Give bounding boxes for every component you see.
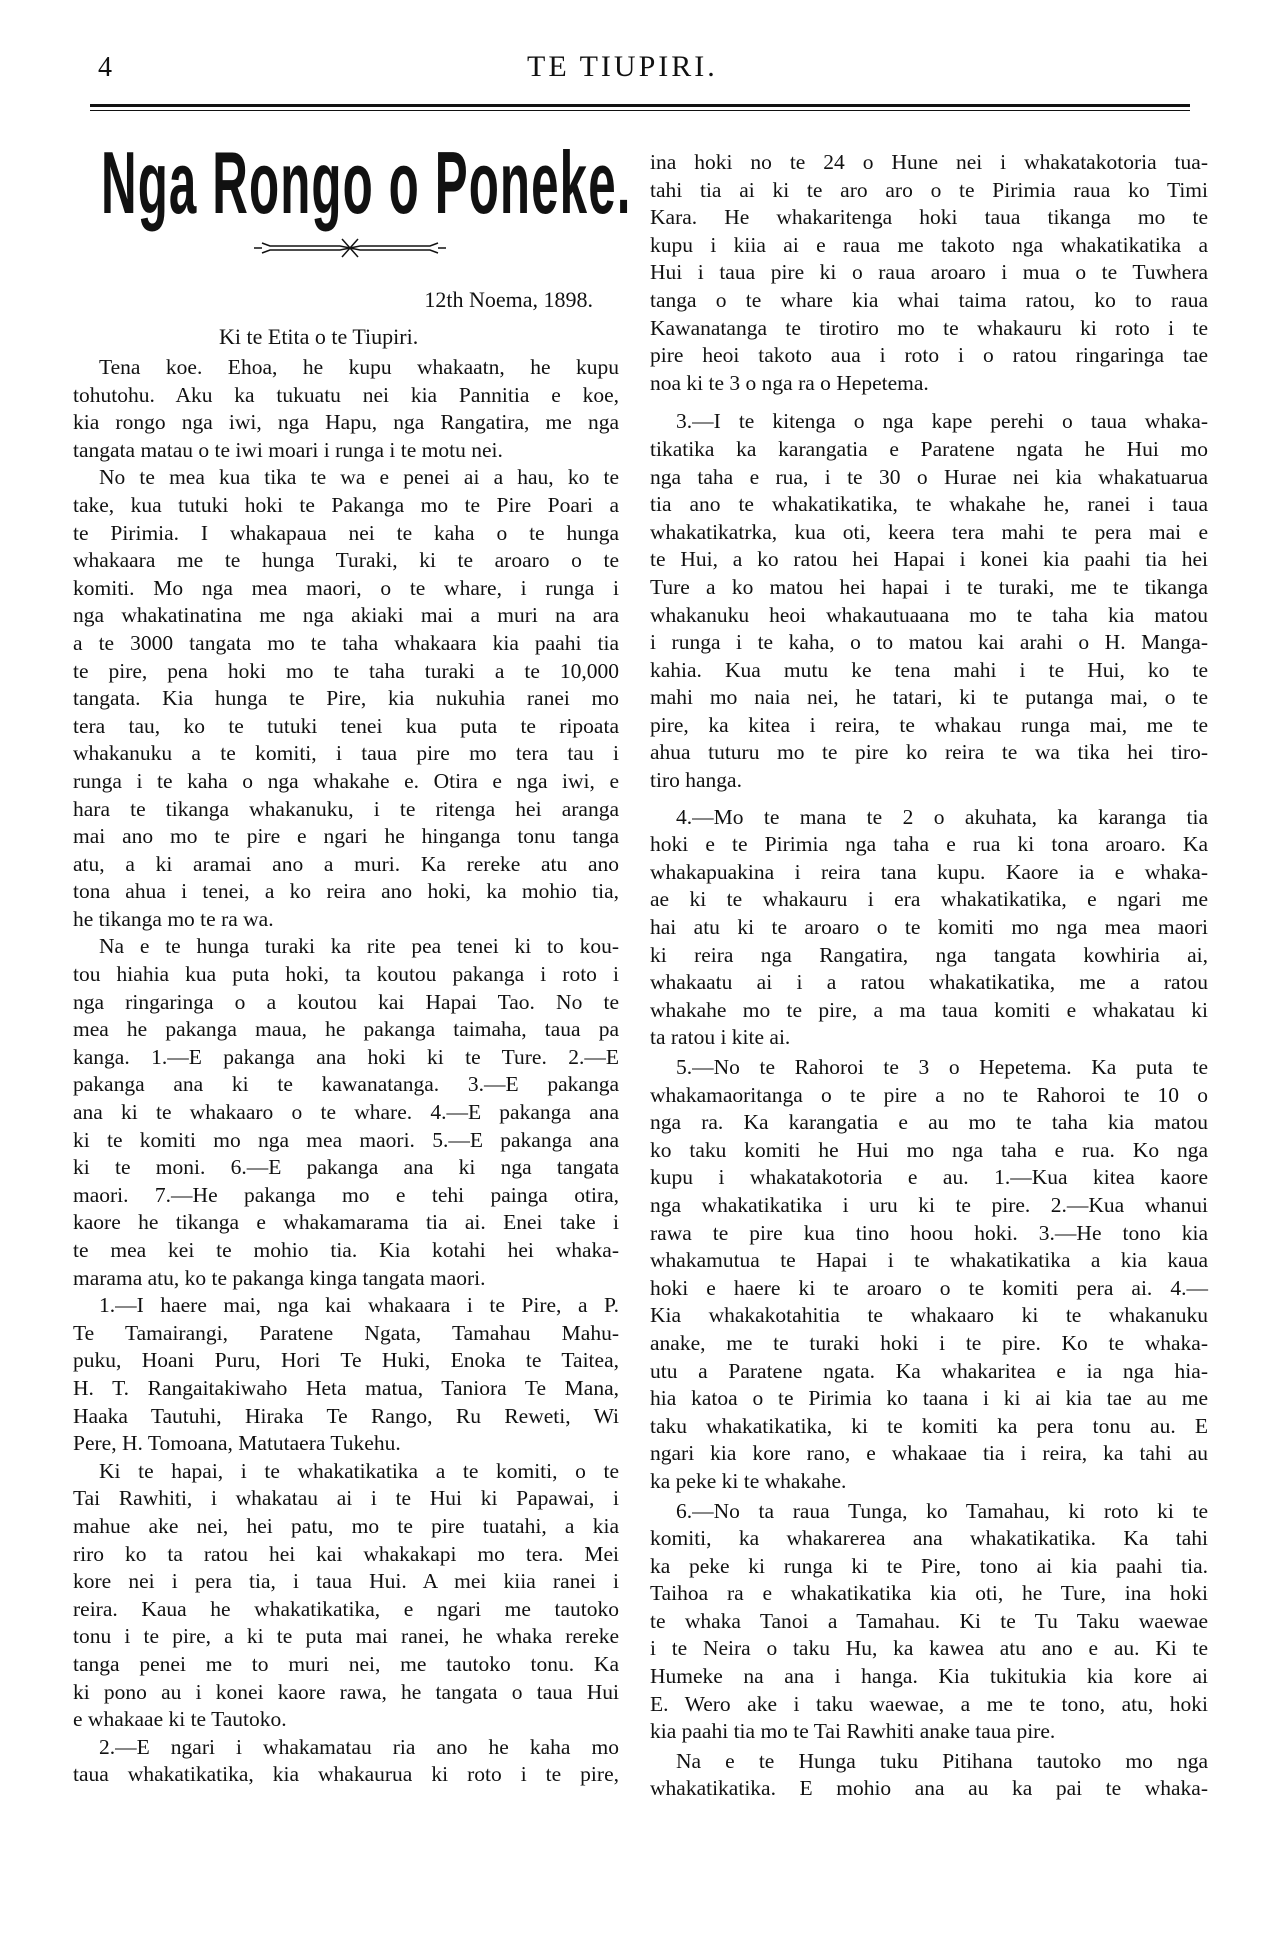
text-line: tangata. Kia hunga te Pire, kia nukuhia ranei mo <box>73 686 619 711</box>
text-line: komiti. Mo nga mea maori, o te whare, i runga i <box>73 575 619 600</box>
text-line: ngari kia kore rano, e whakaae tia i reira, ka tahi au <box>650 1441 1208 1466</box>
text-line: hoki e haere ki te aroaro o te komiti pera ai. 4.— <box>650 1275 1208 1300</box>
text-line: kupu i whakatakotoria e au. 1.—Kua kitea kaore <box>650 1165 1208 1190</box>
header-double-rule-thin <box>90 110 1190 111</box>
text-line: No te mea kua tika te wa e penei ai a hau, ko te <box>99 465 619 490</box>
text-line: i runga i te kaha, o to matou kai arahi o H. Manga- <box>650 630 1208 655</box>
text-line: whakaatu ai i a ratou whakatikatika, me a ratou <box>650 970 1208 995</box>
text-line: 1.—I haere mai, nga kai whakaara i te Pire, a P. <box>99 1293 619 1318</box>
text-line: tonu i te pire, a ki te puta mai ranei, he whaka rereke <box>73 1624 619 1649</box>
text-line: he tikanga mo te ra wa. <box>73 906 274 931</box>
paragraph <box>650 804 1208 1052</box>
text-line: Pere, H. Tomoana, Matutaera Tukehu. <box>73 1431 401 1456</box>
text-line: whakaara me te hunga Turaki, ki te aroaro o te <box>73 548 619 573</box>
text-line: tanga o te whare kia whai taima ratou, ko to raua <box>650 287 1208 312</box>
text-line: ka peke ki te whakahe. <box>650 1468 847 1493</box>
text-line: Tai Rawhiti, i whakatau ai i te Hui ki Papawai, i <box>73 1486 619 1511</box>
text-line: kanga. 1.—E pakanga ana hoki ki te Ture. 2.—E <box>73 1044 619 1069</box>
ornamental-divider-icon <box>250 236 450 265</box>
text-line: kahia. Kua mutu ke tena mahi i te Hui, ko te <box>650 657 1208 682</box>
text-line: atu, a ki aramai ano a muri. Ka rereke atu ano <box>73 851 619 876</box>
text-line: take, kua tutuki hoki te Pakanga mo te Pire Poari a <box>73 492 619 517</box>
newspaper-running-title: TE TIUPIRI. <box>527 50 718 83</box>
text-line: kia rongo nga iwi, nga Hapu, nga Rangatira, me nga <box>73 410 619 435</box>
article-headline: Nga Rongo o Poneke. <box>101 133 632 232</box>
text-line: whakahe mo te pire, a ma taua komiti e whakatau ki <box>650 997 1208 1022</box>
text-line: pakanga ana ki te kawanatanga. 3.—E pakanga <box>73 1072 619 1097</box>
text-line: whakanuku heoi whakautuaana mo te taha kia matou <box>650 602 1208 627</box>
text-line: komiti, ka whakarerea ana whakatikatika. Ka tahi <box>650 1526 1208 1551</box>
text-line: Humeke na ana i hanga. Kia tukitukia kia kore ai <box>650 1664 1208 1689</box>
right-column <box>650 149 1208 1803</box>
text-line: 2.—E ngari i whakamatau ria ano he kaha mo <box>99 1734 619 1759</box>
text-line: te Pirimia. I whakapaua nei te kaha o te hunga <box>73 520 619 545</box>
text-line: Tena koe. Ehoa, he kupu whakaatn, he kupu <box>99 355 619 379</box>
text-line: marama atu, ko te pakanga kinga tangata maori. <box>73 1265 486 1290</box>
text-line: taku whakatikatika, ki te komiti ka pera tonu au. E <box>650 1413 1208 1438</box>
text-line: whakapuakina i reira tana kupu. Kaore ia e whaka- <box>650 859 1208 884</box>
page-number: 4 <box>98 52 112 83</box>
text-line: H. T. Rangaitakiwaho Heta matua, Taniora Te Mana, <box>73 1375 619 1400</box>
text-line: e whakaae ki te Tautoko. <box>73 1707 287 1732</box>
text-line: anake, me te turaki hoki i te pire. Ko te whaka- <box>650 1330 1208 1355</box>
text-line: hara te tikanga whakanuku, i te ritenga hei aranga <box>73 796 619 821</box>
text-line: Na e te hunga turaki ka rite pea tenei ki to kou- <box>99 934 619 959</box>
text-line: nga taha e rua, i te 30 o Hurae nei kia whakatuarua <box>650 464 1208 489</box>
text-line: ana ki te whakaaro o te whare. 4.—E pakanga ana <box>73 1100 619 1125</box>
text-line: ki reira nga Rangatira, nga tangata kowhiria ai, <box>650 942 1208 967</box>
text-line: mai ano mo te pire e ngari he hinganga tonu tanga <box>73 824 619 849</box>
text-line: whakanuku a te komiti, i taua pire mo tera tau i <box>73 741 619 766</box>
paragraph <box>650 408 1208 794</box>
text-line: whakamutua te Hapai i te whakatikatika a kia kaua <box>650 1248 1208 1273</box>
header-double-rule-thick <box>90 104 1190 107</box>
text-line: reira. Kaua he whakatikatika, e ngari me tautoko <box>73 1596 619 1621</box>
text-line: E. Wero ake i taku waewae, a me te tono, atu, hoki <box>650 1691 1208 1716</box>
text-line: 3.—I te kitenga o nga kape perehi o taua whaka- <box>676 409 1208 434</box>
text-line: Taihoa ra e whakatikatika kia oti, he Ture, ina hoki <box>650 1581 1208 1606</box>
text-line: Kara. He whakaritenga hoki taua tikanga mo te <box>650 205 1208 230</box>
text-line: whakamaoritanga o te pire a no te Rahoroi te 10 o <box>650 1082 1208 1107</box>
paragraph <box>73 1292 619 1458</box>
text-line: hia katoa o te Pirimia ko taana i ki ai kia tae au me <box>650 1386 1208 1411</box>
text-line: ki te komiti mo nga mea maori. 5.—E pakanga ana <box>73 1127 619 1152</box>
text-line: tanga penei me to muri nei, me tautoko tonu. Ka <box>73 1651 619 1676</box>
text-line: Te Tamairangi, Paratene Ngata, Tamahau Mahu- <box>73 1320 619 1345</box>
text-line: mahue ake nei, hei patu, mo te pire tuatahi, a kia <box>73 1513 619 1538</box>
text-line: tahi tia ai ki te aro aro o te Pirimia raua ko Timi <box>650 177 1208 202</box>
text-line: a te 3000 tangata mo te taha whakaara kia paahi tia <box>73 630 619 655</box>
text-line: ka peke ki runga ki te Pire, tono ai kia paahi tia. <box>650 1553 1208 1578</box>
text-line: tiro hanga. <box>650 768 742 793</box>
text-line: nga whakatikatika i uru ki te pire. 2.—Kua whanui <box>650 1192 1208 1217</box>
text-line: tera tau, ko te tutuki tenei kua puta te ripoata <box>73 713 619 738</box>
paragraph <box>73 933 619 1292</box>
text-line: whakatikatika. E mohio ana au ka pai te whaka- <box>650 1776 1208 1801</box>
paragraph <box>73 1734 619 1789</box>
text-line: hoki e te Pirimia nga taha e rua ki tona aroaro. Ka <box>650 832 1208 857</box>
text-line: te Hui, a ko ratou hei Hapai i konei kia paahi tia hei <box>650 547 1208 572</box>
text-line: ahua tuturu mo te pire ko reira te wa tika hei tiro- <box>650 740 1208 765</box>
text-line: utu a Paratene ngata. Ka whakaritea e ia nga hia- <box>650 1358 1208 1383</box>
text-line: hai atu ki te aroaro o te komiti mo nga mea maori <box>650 915 1208 940</box>
text-line: nga ra. Ka karangatia e au mo te taha kia matou <box>650 1110 1208 1135</box>
text-line: runga i te kaha o nga whakahe e. Otira e nga iwi, e <box>73 768 619 793</box>
text-line: ko taku komiti he Hui mo nga taha e rua. Ko nga <box>650 1137 1208 1162</box>
text-line: tona ahua i tenei, a ko reira ano hoki, ka mohio tia, <box>73 879 619 904</box>
text-line: Kawanatanga te tirotiro mo te whakauru ki roto i te <box>650 315 1208 340</box>
paragraph <box>73 464 619 933</box>
paragraph <box>650 1054 1208 1496</box>
text-line: nga whakatinatina me nga akiaki mai a muri na ara <box>73 603 619 628</box>
text-line: te mea kei te mohio tia. Kia kotahi hei whaka- <box>73 1238 619 1262</box>
text-line: ki te moni. 6.—E pakanga ana ki nga tangata <box>73 1155 619 1180</box>
text-line: pire heoi takoto aua i roto i o ratou ringaringa tae <box>650 343 1208 368</box>
text-line: puku, Hoani Puru, Hori Te Huki, Enoka te Taitea, <box>73 1348 619 1373</box>
text-line: pire, ka kitea i reira, te whakau runga mai, me te <box>650 712 1208 737</box>
text-line: ki pono au i konei kaore rawa, he tangata o taua Hui <box>73 1679 619 1704</box>
text-line: tikatika ka karangatia e Paratene ngata he Hui mo <box>650 436 1208 461</box>
text-line: maori. 7.—He pakanga mo e tehi painga otira, <box>73 1182 619 1207</box>
text-line: Kia whakakotahitia te whakaaro ki te whakanuku <box>650 1303 1208 1328</box>
text-line: tohutohu. Aku ka tukuatu nei kia Pannitia e koe, <box>73 382 619 407</box>
paragraph <box>73 1458 619 1734</box>
text-line: mea he pakanga maua, he pakanga taimaha, taua pa <box>73 1017 619 1042</box>
text-line: kia paahi tia mo te Tai Rawhiti anake taua pire. <box>650 1719 1056 1744</box>
text-line: Hui i taua pire ki o raua aroaro i mua o te Tuwhera <box>650 260 1208 285</box>
text-line: rawa te pire kua tino hoou hoki. 3.—He tono kia <box>650 1220 1208 1245</box>
letter-date: 12th Noema, 1898. <box>424 287 593 312</box>
text-line: whakatikatrka, kua oti, keera tera mahi te pera mai e <box>650 519 1208 544</box>
paragraph <box>650 1748 1208 1803</box>
text-line: 5.—No te Rahoroi te 3 o Hepetema. Ka puta te <box>676 1055 1208 1079</box>
text-line: tia ano te whakatikatika, te whakahe he, ranei i taua <box>650 492 1208 517</box>
text-line: mahi mo naia nei, he tatari, ki te putanga mai, o te <box>650 685 1208 710</box>
text-line: Na e te Hunga tuku Pitihana tautoko mo nga <box>676 1748 1208 1773</box>
text-line: Ki te hapai, i te whakatikatika a te komiti, o te <box>99 1458 619 1483</box>
text-line: i te Neira o taku Hu, ka kawea atu ano e au. Ki te <box>650 1636 1208 1661</box>
text-line: tou hiahia kua puta hoki, ta koutou pakanga i roto i <box>73 962 619 987</box>
left-column <box>73 354 619 1789</box>
paragraph <box>650 1498 1208 1746</box>
letter-salutation: Ki te Etita o te Tiupiri. <box>219 324 419 349</box>
paragraph <box>73 354 619 464</box>
text-line: te pire, pena hoki mo te taha turaki a te 10,000 <box>73 658 619 683</box>
text-line: ina hoki no te 24 o Hune nei i whakatakotoria tua- <box>650 150 1208 174</box>
text-line: tangata matau o te iwi moari i runga i te motu nei. <box>73 437 503 462</box>
text-line: Ture a ko matou hei hapai i te turaki, me te tikanga <box>650 574 1208 599</box>
text-line: riro ko ta ratou hei kai whakakapi mo tera. Mei <box>73 1541 619 1566</box>
text-line: ae ki te whakauru i era whakatikatika, e ngari me <box>650 887 1208 912</box>
text-line: Haaka Tautuhi, Hiraka Te Rango, Ru Reweti, Wi <box>73 1403 619 1428</box>
text-line: noa ki te 3 o nga ra o Hepetema. <box>650 370 929 395</box>
text-line: 6.—No ta raua Tunga, ko Tamahau, ki roto ki te <box>676 1498 1208 1523</box>
text-line: kupu i kiia ai e raua me takoto nga whakatikatika a <box>650 232 1208 257</box>
text-line: kaore he tikanga e whakamarama tia ai. Enei take i <box>73 1210 619 1235</box>
text-line: nga ringaringa o a koutou kai Hapai Tao. No te <box>73 989 619 1014</box>
text-line: te whaka Tanoi a Tamahau. Ki te Tu Taku waewae <box>650 1608 1208 1633</box>
text-line: kore nei i pera tia, i taua Hui. A mei kiia ranei i <box>73 1569 619 1594</box>
text-line: ta ratou i kite ai. <box>650 1025 791 1050</box>
text-line: taua whakatikatika, kia whakaurua ki roto i te pire, <box>73 1762 619 1787</box>
text-line: 4.—Mo te mana te 2 o akuhata, ka karanga tia <box>676 804 1208 829</box>
paragraph <box>650 149 1208 397</box>
